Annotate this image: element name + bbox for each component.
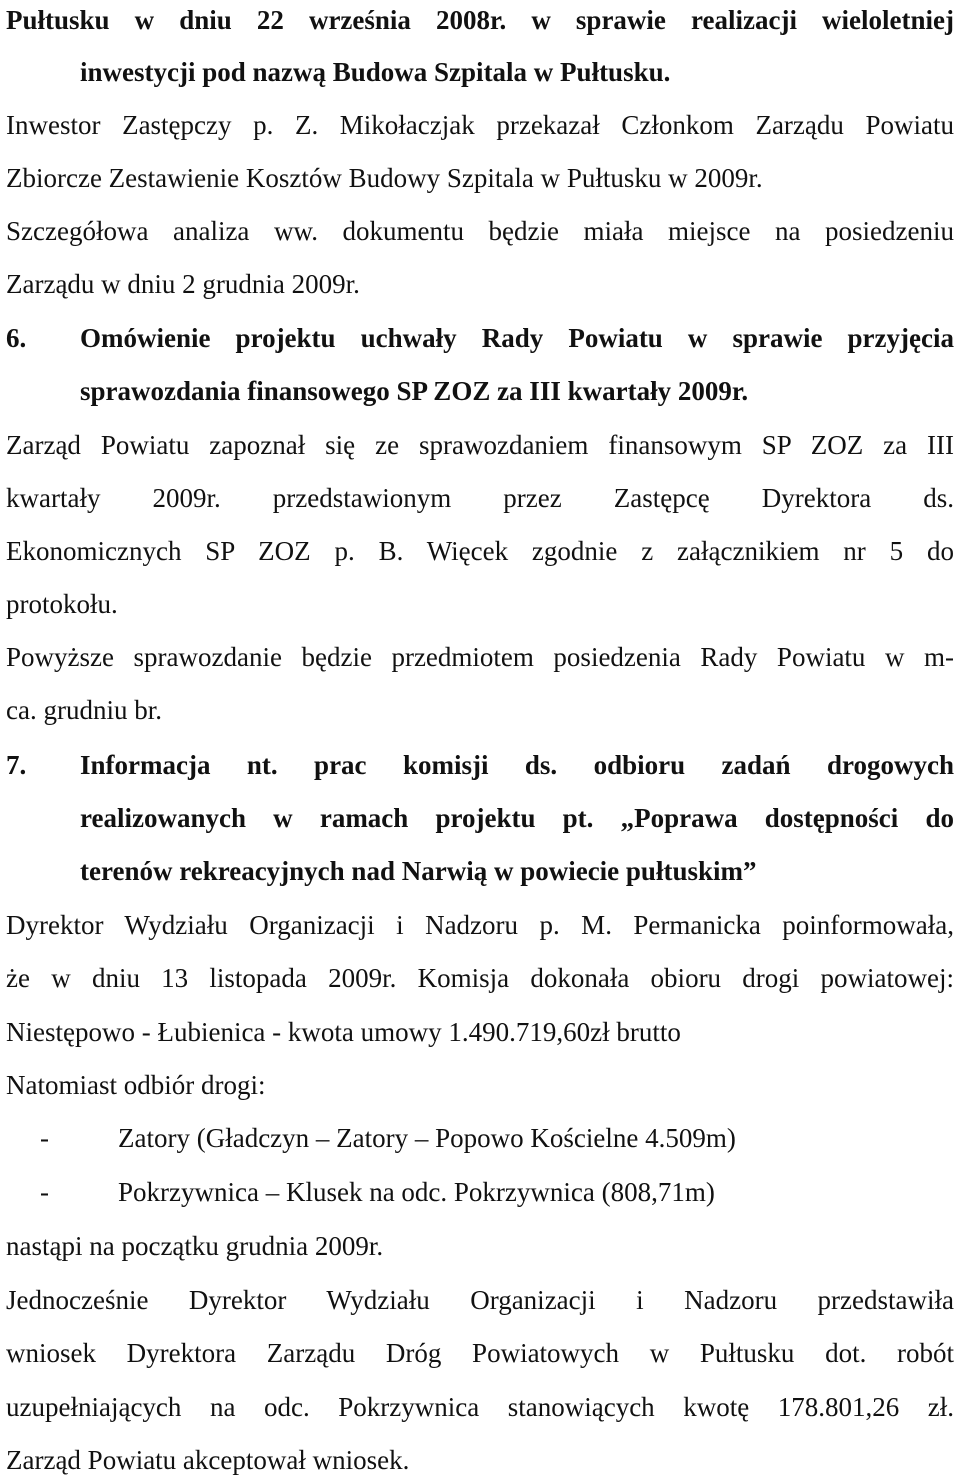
section-number: 7. xyxy=(6,750,27,780)
section-heading: realizowanych w ramach projektu pt. „Poprawa dostępności do xyxy=(80,803,954,833)
section-heading: Omówienie projektu uchwały Rady Powiatu w sprawie przyjęcia xyxy=(80,323,954,353)
paragraph-line: ca. grudniu br. xyxy=(6,695,162,725)
paragraph-line: nastąpi na początku grudnia 2009r. xyxy=(6,1231,384,1261)
paragraph-line: Dyrektor Wydziału Organizacji i Nadzoru p. M. Permanicka poinformowała, xyxy=(6,910,954,940)
paragraph-line: Pułtusku w dniu 22 września 2008r. w sprawie realizacji wieloletniej xyxy=(6,5,954,35)
section-heading: sprawozdania finansowego SP ZOZ za III kwartały 2009r. xyxy=(80,376,749,406)
paragraph-line: że w dniu 13 listopada 2009r. Komisja dokonała obioru drogi powiatowej: xyxy=(6,963,954,993)
section-number: 6. xyxy=(6,323,27,353)
paragraph-line: protokołu. xyxy=(6,589,118,619)
paragraph-line: Jednocześnie Dyrektor Wydziału Organizacji i Nadzoru przedstawiła xyxy=(6,1285,954,1315)
paragraph-line: Zarząd Powiatu akceptował wniosek. xyxy=(6,1445,410,1475)
paragraph-line: Szczegółowa analiza ww. dokumentu będzie miała miejsce na posiedzeniu xyxy=(6,216,954,246)
paragraph-line: kwartały 2009r. przedstawionym przez Zastępcę Dyrektora ds. xyxy=(6,483,954,513)
paragraph-line: Natomiast odbiór drogi: xyxy=(6,1070,266,1100)
section-heading: terenów rekreacyjnych nad Narwią w powiecie pułtuskim” xyxy=(80,856,757,886)
paragraph-line: wniosek Dyrektora Zarządu Dróg Powiatowych w Pułtusku dot. robót xyxy=(6,1338,954,1368)
bullet-dash: - xyxy=(40,1177,49,1207)
paragraph-line: Ekonomicznych SP ZOZ p. B. Więcek zgodnie z załącznikiem nr 5 do xyxy=(6,536,954,566)
list-item: Pokrzywnica – Klusek na odc. Pokrzywnica (808,71m) xyxy=(118,1177,715,1207)
section-heading: Informacja nt. prac komisji ds. odbioru zadań drogowych xyxy=(80,750,954,780)
paragraph-line: Inwestor Zastępczy p. Z. Mikołaczjak przekazał Członkom Zarządu Powiatu xyxy=(6,110,954,140)
paragraph-line: uzupełniających na odc. Pokrzywnica stanowiących kwotę 178.801,26 zł. xyxy=(6,1392,954,1422)
paragraph-line: Zarządu w dniu 2 grudnia 2009r. xyxy=(6,269,360,299)
paragraph-line: Powyższe sprawozdanie będzie przedmiotem posiedzenia Rady Powiatu w m- xyxy=(6,642,954,672)
paragraph-line: inwestycji pod nazwą Budowa Szpitala w Pułtusku. xyxy=(80,57,671,87)
paragraph-line: Zbiorcze Zestawienie Kosztów Budowy Szpitala w Pułtusku w 2009r. xyxy=(6,163,763,193)
list-item: Zatory (Gładczyn – Zatory – Popowo Kościelne 4.509m) xyxy=(118,1123,736,1153)
paragraph-line: Niestępowo - Łubienica - kwota umowy 1.490.719,60zł brutto xyxy=(6,1017,681,1047)
paragraph-line: Zarząd Powiatu zapoznał się ze sprawozdaniem finansowym SP ZOZ za III xyxy=(6,430,954,460)
bullet-dash: - xyxy=(40,1123,49,1153)
